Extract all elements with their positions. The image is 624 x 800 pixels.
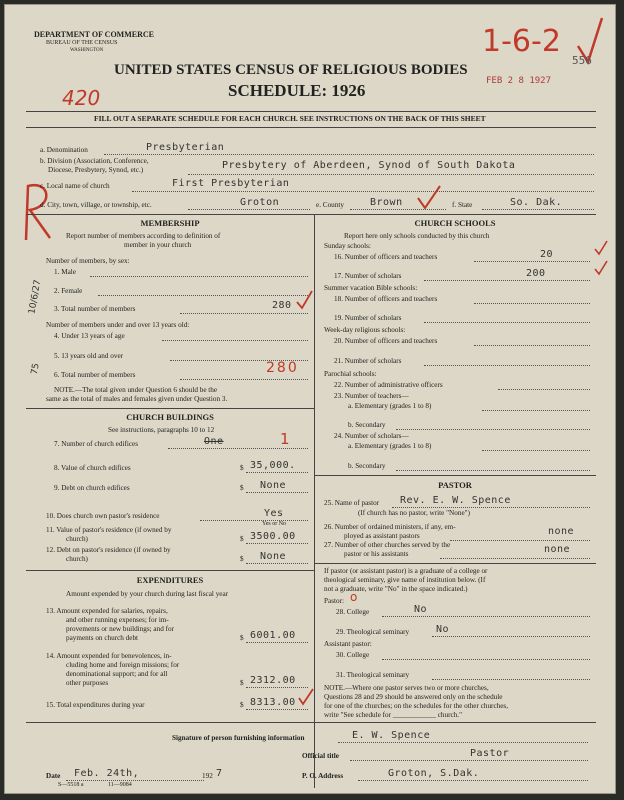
- q24a-elementary: a. Elementary (grades 1 to 8): [348, 442, 432, 450]
- divider: [314, 563, 596, 564]
- church-name-line: [132, 191, 594, 192]
- dot-leader: [424, 365, 590, 366]
- dot-leader: [358, 780, 588, 781]
- dot-leader: [246, 543, 308, 544]
- dot-leader: [382, 659, 590, 660]
- divider: [26, 570, 314, 571]
- dot-leader: [396, 470, 590, 471]
- q15-value: 8313.00: [250, 697, 296, 708]
- q23-teachers: 23. Number of teachers—: [334, 392, 409, 400]
- signature-label: Signature of person furnishing information: [172, 734, 305, 742]
- q26-value: none: [548, 526, 575, 537]
- state-value: So. Dak.: [510, 197, 563, 208]
- q27-other-churches: 27. Number of other churches served by the: [324, 541, 451, 549]
- dot-leader: [246, 563, 308, 564]
- q11-residence-value-2: church): [66, 535, 88, 543]
- q25-pastor-name: 25. Name of pastor: [324, 499, 380, 507]
- division-value: Presbytery of Aberdeen, Synod of South Dakota: [222, 160, 516, 171]
- graduate-instructions: If pastor (or assistant pastor) is a graduate of a college or: [324, 567, 488, 575]
- check-mark-icon: [594, 260, 608, 276]
- q10-hint: Yes or No: [262, 521, 287, 527]
- q12-residence-debt-2: church): [66, 555, 88, 563]
- q16-value: 20: [540, 249, 554, 260]
- dollar-sign: $: [240, 484, 244, 492]
- dot-leader: [424, 280, 590, 281]
- q13-running-expenses: 13. Amount expended for salaries, repairs,: [46, 607, 168, 615]
- pastor-note-3: for one of the churches; on the schedules for the other churches,: [324, 702, 509, 710]
- denomination-line: [104, 154, 594, 155]
- denomination-value: Presbyterian: [146, 142, 225, 153]
- year-prefix: 192: [202, 772, 213, 780]
- dot-leader: [482, 410, 590, 411]
- q6-total: 6. Total number of members: [54, 371, 136, 379]
- handwritten-corner-code: 1-6-2: [482, 24, 561, 59]
- state-label: f. State: [452, 201, 473, 209]
- date-value: Feb. 24th,: [74, 768, 140, 779]
- q23a-elementary: a. Elementary (grades 1 to 8): [348, 402, 432, 410]
- official-title-label: Official title: [302, 752, 339, 760]
- q3-total: 3. Total number of members: [54, 305, 136, 313]
- city-label: WASHINGTON: [70, 48, 104, 53]
- membership-intro: Report number of members according to definition of: [66, 232, 221, 240]
- q26-assistant-ministers: 26. Number of ordained ministers, if any, em-: [324, 523, 456, 531]
- check-mark-icon: [416, 184, 442, 210]
- q23b-secondary: b. Secondary: [348, 421, 386, 429]
- q14-line-3: denominational support; and for all: [66, 670, 168, 678]
- q28-college: 28. College: [336, 608, 370, 616]
- q30-college: 30. College: [336, 651, 370, 659]
- form-title: UNITED STATES CENSUS OF RELIGIOUS BODIES: [114, 62, 468, 78]
- divider: [26, 127, 596, 128]
- date-label: Date: [46, 772, 61, 780]
- department-label: DEPARTMENT OF COMMERCE: [34, 30, 155, 39]
- po-address-label: P. O. Address: [302, 772, 344, 780]
- summer-heading: Summer vacation Bible schools:: [324, 284, 418, 292]
- q24b-secondary: b. Secondary: [348, 462, 386, 470]
- q10-owns-residence: 10. Does church own pastor's residence: [46, 512, 160, 520]
- dot-leader: [392, 507, 590, 508]
- church-name-label: c. Local name of church: [40, 182, 110, 190]
- dot-leader: [450, 540, 590, 541]
- county-label: e. County: [316, 201, 344, 209]
- schedule-title: SCHEDULE: 1926: [228, 81, 366, 100]
- q28-value: No: [414, 604, 428, 615]
- q12-value: None: [260, 551, 287, 562]
- membership-intro-2: member in your church: [124, 241, 192, 249]
- dot-leader: [432, 636, 590, 637]
- city-line: [188, 209, 310, 210]
- q18-summer-teachers: 18. Number of officers and teachers: [334, 295, 438, 303]
- column-divider: [314, 214, 315, 788]
- dot-leader: [98, 295, 308, 296]
- q11-value: 3500.00: [250, 531, 296, 542]
- q1-male: 1. Male: [54, 268, 76, 276]
- q29-value: No: [436, 624, 450, 635]
- q14-line-2: cluding home and foreign missions; for: [66, 661, 180, 669]
- membership-note-2: same as the total of males and females given under Question 3.: [46, 395, 228, 403]
- q12-residence-debt: 12. Debt on pastor's residence (if owned by: [46, 546, 171, 554]
- stamp-number: 556: [572, 54, 592, 67]
- q17-value: 200: [526, 268, 546, 279]
- pastor-subheading: Pastor:: [324, 597, 344, 605]
- q29-seminary: 29. Theological seminary: [336, 628, 410, 636]
- dot-leader: [424, 322, 590, 323]
- dollar-sign: $: [240, 555, 244, 563]
- dot-leader: [396, 429, 590, 430]
- check-mark-icon: [298, 688, 314, 706]
- q8-value-edifices: 8. Value of church edifices: [54, 464, 131, 472]
- census-schedule-page: [4, 4, 616, 794]
- dot-leader: [474, 303, 590, 304]
- pastor-note-4: write "See schedule for ____________ church.": [324, 711, 463, 719]
- q20-weekday-teachers: 20. Number of officers and teachers: [334, 337, 438, 345]
- q14-benevolences: 14. Amount expended for benevolences, in-: [46, 652, 172, 660]
- church-name-value: First Presbyterian: [172, 178, 290, 189]
- q14-value: 2312.00: [250, 675, 296, 686]
- form-number: S—5518 a: [58, 782, 84, 788]
- q13-value: 6001.00: [250, 630, 296, 641]
- q26-line-2: ployed as assistant pastors: [344, 532, 420, 540]
- weekday-heading: Week-day religious schools:: [324, 326, 406, 334]
- q25-hint: (If church has no pastor, write "None"): [358, 509, 470, 517]
- dot-leader: [246, 642, 308, 643]
- buildings-subtitle: See instructions, paragraphs 10 to 12: [108, 426, 215, 434]
- membership-note: NOTE.—The total given under Question 6 should be the: [54, 386, 218, 394]
- dot-leader: [246, 709, 308, 710]
- membership-title: MEMBERSHIP: [140, 218, 200, 228]
- dot-leader: [90, 276, 308, 277]
- pastor-note-2: Questions 28 and 29 should be answered only on the schedule: [324, 693, 503, 701]
- schools-title: CHURCH SCHOOLS: [414, 218, 496, 228]
- q5-13-and-over: 5. 13 years old and over: [54, 352, 124, 360]
- expenditures-title: EXPENDITURES: [136, 575, 204, 585]
- dot-leader: [246, 492, 308, 493]
- dot-leader: [66, 780, 204, 781]
- pastor-note: NOTE.—Where one pastor serves two or more churches,: [324, 684, 489, 692]
- dollar-sign: $: [240, 679, 244, 687]
- q7-struck-value: One: [204, 436, 224, 447]
- margin-date-note: 10/6/27: [27, 279, 44, 315]
- q27-value: none: [544, 544, 571, 555]
- q7-edifices: 7. Number of church edifices: [54, 440, 139, 448]
- dot-leader: [350, 760, 588, 761]
- q2-female: 2. Female: [54, 287, 83, 295]
- sunday-heading: Sunday schools:: [324, 242, 371, 250]
- dot-leader: [382, 616, 590, 617]
- dot-leader: [162, 340, 308, 341]
- city-label: d. City, town, village, or township, etc.: [40, 201, 152, 209]
- q8-value: 35,000.: [250, 460, 296, 471]
- q16-sunday-teachers: 16. Number of officers and teachers: [334, 253, 438, 261]
- state-line: [482, 209, 594, 210]
- buildings-title: CHURCH BUILDINGS: [126, 412, 214, 422]
- under-over-heading: Number of members under and over 13 years old:: [46, 321, 190, 329]
- q13-line-2: and other running expenses; for im-: [66, 616, 169, 624]
- assistant-subheading: Assistant pastor:: [324, 640, 372, 648]
- signature-value: E. W. Spence: [352, 730, 431, 741]
- po-address-value: Groton, S.Dak.: [388, 768, 480, 779]
- graduate-instructions-2: theological seminary, give name of institution below. (If: [324, 576, 486, 584]
- q17-sunday-scholars: 17. Number of scholars: [334, 272, 402, 280]
- bureau-label: BUREAU OF THE CENSUS: [46, 40, 118, 46]
- dot-leader: [474, 345, 590, 346]
- q27-line-2: pastor or his assistants: [344, 550, 409, 558]
- by-sex-heading: Number of members, by sex:: [46, 257, 130, 265]
- parochial-heading: Parochial schools:: [324, 370, 377, 378]
- instruction-banner: FILL OUT A SEPARATE SCHEDULE FOR EACH CHURCH. SEE INSTRUCTIONS ON THE BACK OF THIS SHEET: [94, 114, 486, 123]
- q21-weekday-scholars: 21. Number of scholars: [334, 357, 402, 365]
- received-date-stamp: FEB 2 8 1927: [486, 76, 552, 86]
- pastor-title: PASTOR: [438, 480, 472, 490]
- dot-leader: [338, 742, 588, 743]
- q11-residence-value: 11. Value of pastor's residence (if owned by: [46, 526, 172, 534]
- q13-line-4: payments on church debt: [66, 634, 139, 642]
- q3-value: 280: [272, 300, 292, 311]
- dot-leader: [498, 389, 590, 390]
- dollar-sign: $: [240, 701, 244, 709]
- dot-leader: [180, 379, 308, 380]
- divider: [26, 408, 314, 409]
- q10-value: Yes: [264, 508, 284, 519]
- county-value: Brown: [370, 197, 403, 208]
- margin-number-note: 75: [29, 362, 42, 376]
- city-value: Groton: [240, 197, 280, 208]
- q19-summer-scholars: 19. Number of scholars: [334, 314, 402, 322]
- dot-leader: [440, 558, 590, 559]
- check-mark-icon: [296, 290, 314, 310]
- dot-leader: [474, 261, 590, 262]
- q15-total-expenditures: 15. Total expenditures during year: [46, 701, 145, 709]
- divider: [314, 475, 596, 476]
- division-label: b. Division (Association, Conference,: [40, 157, 149, 165]
- q13-line-3: provements or new buildings; and for: [66, 625, 174, 633]
- denomination-label: a. Denomination: [40, 146, 88, 154]
- dot-leader: [168, 448, 308, 449]
- q6-value: 280: [266, 360, 299, 376]
- dot-leader: [432, 679, 590, 680]
- print-number: 11—9084: [108, 782, 132, 788]
- handwritten-number: 420: [62, 86, 101, 110]
- check-mark-icon: [594, 240, 608, 256]
- schools-intro: Report here only schools conducted by this church: [344, 232, 490, 240]
- q4-under-13: 4. Under 13 years of age: [54, 332, 125, 340]
- graduate-instructions-3: not a graduate, write "No" in the space indicated.): [324, 585, 468, 593]
- q31-seminary: 31. Theological seminary: [336, 671, 410, 679]
- dollar-sign: $: [240, 634, 244, 642]
- q24-scholars: 24. Number of scholars—: [334, 432, 409, 440]
- divider: [26, 111, 596, 112]
- divider: [26, 214, 596, 215]
- dollar-sign: $: [240, 535, 244, 543]
- division-line: [188, 174, 594, 175]
- q9-debt-edifices: 9. Debt on church edifices: [54, 484, 130, 492]
- q7-value: 1: [280, 430, 290, 448]
- division-label-2: Diocese, Presbytery, Synod, etc.): [48, 166, 144, 174]
- q14-line-4: other purposes: [66, 679, 109, 687]
- official-title-value: Pastor: [470, 748, 510, 759]
- dot-leader: [482, 450, 590, 451]
- dollar-sign: $: [240, 464, 244, 472]
- year-digit: 7: [216, 768, 223, 779]
- handwritten-circle-mark: o: [350, 590, 358, 604]
- q9-value: None: [260, 480, 287, 491]
- q22-admin-officers: 22. Number of administrative officers: [334, 381, 443, 389]
- expenditures-subtitle: Amount expended by your church during last fiscal year: [66, 590, 229, 598]
- dot-leader: [180, 313, 308, 314]
- dot-leader: [246, 472, 308, 473]
- divider: [26, 722, 596, 723]
- q25-value: Rev. E. W. Spence: [400, 495, 511, 506]
- dot-leader: [200, 520, 308, 521]
